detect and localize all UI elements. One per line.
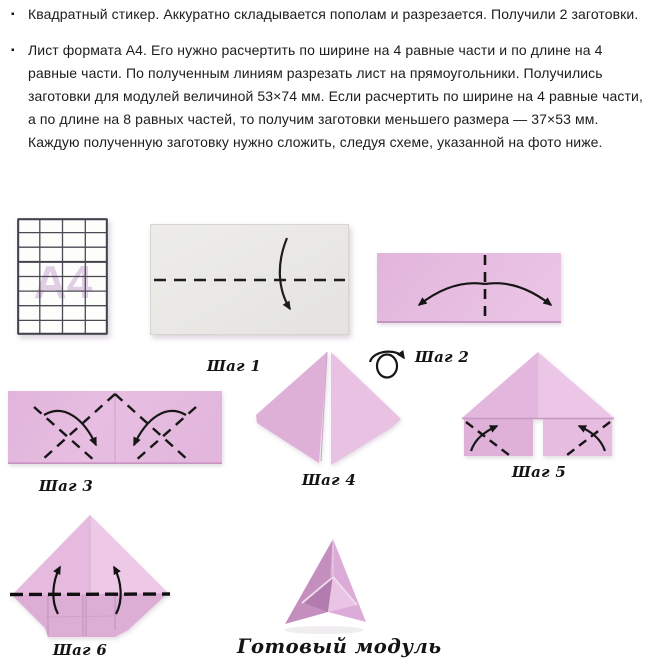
left-flap	[464, 418, 533, 456]
a4-grid-sheet	[17, 218, 108, 335]
a4-watermark: А4	[33, 256, 93, 308]
module-left-face	[285, 539, 333, 624]
paper	[377, 253, 561, 323]
step2-paper	[377, 253, 561, 325]
instructions-list	[11, 3, 645, 154]
step6-label: Шаг 6	[52, 641, 108, 659]
step1-label: Шаг 1	[206, 357, 262, 375]
instructions-block	[11, 3, 645, 167]
right-flap	[331, 352, 401, 465]
step3-label: Шаг 3	[38, 477, 94, 495]
list-item	[11, 3, 645, 26]
step5-shape	[459, 349, 617, 459]
final-module-label: Готовый модуль	[237, 635, 442, 658]
triangle-left-face	[462, 352, 538, 418]
right-flap	[543, 418, 612, 456]
bullet-text: Лист формата А4. Его нужно расчертить по ширине на 4 равные части и по длине на 4 равные части. По полученным линиям разрезать лист на прямоугольники. Получились заготовки для модулей величиной 53×74 мм. Если расчертить по ширине на 4 равные части, а по длине на 8 равных частей, то получим заготовки меньшего размера — 37×53 мм. Каждую полученную заготовку нужно сложить, следуя схеме, указанной на фото ниже.	[28, 42, 643, 150]
triangle-right-face	[538, 352, 614, 418]
bullet-marker: ▪	[11, 9, 15, 20]
bullet-text: Квадратный стикер. Аккуратно складывается пополам и разрезается. Получили 2 заготовки.	[28, 6, 639, 22]
left-flap	[256, 352, 327, 463]
step2-label: Шаг 2	[414, 348, 470, 366]
lower-band	[12, 593, 168, 637]
upper-right-face	[90, 515, 168, 595]
step1-paper	[150, 224, 349, 335]
list-item	[11, 39, 645, 154]
step4-label: Шаг 4	[301, 471, 357, 489]
upper-left-face	[12, 515, 90, 595]
bullet-marker: ▪	[11, 45, 15, 56]
module-shadow	[284, 626, 364, 634]
fold-line	[10, 594, 170, 595]
step3-paper	[8, 391, 222, 466]
finished-module-photo	[272, 533, 372, 636]
step5-label: Шаг 5	[511, 463, 567, 481]
step6-shape	[10, 510, 170, 642]
step4-shape	[254, 351, 403, 466]
